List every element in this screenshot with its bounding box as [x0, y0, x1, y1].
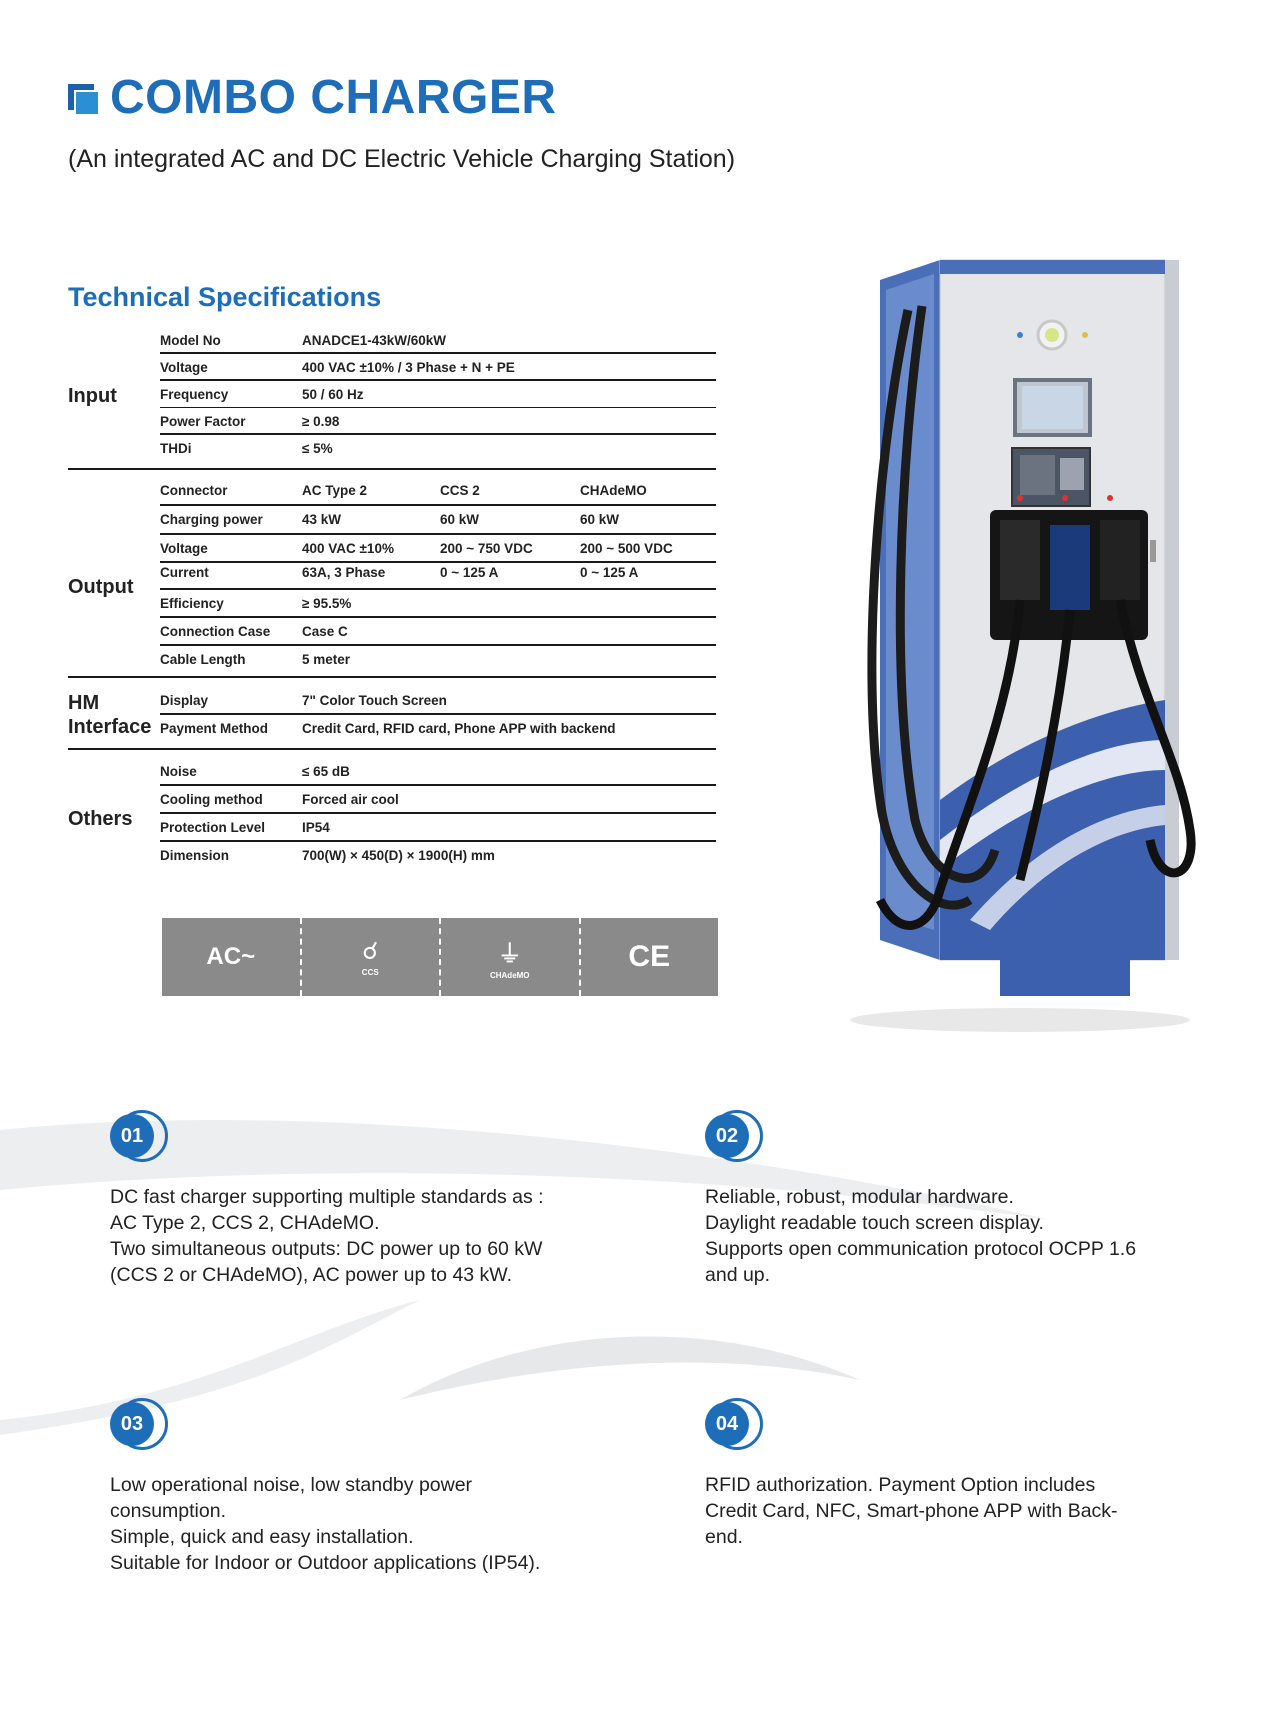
others-rows: [160, 758, 716, 870]
spec-key: Connector: [160, 483, 228, 498]
spec-value: 400 VAC ±10%: [302, 541, 394, 556]
feature-number: 01: [110, 1114, 154, 1158]
section-label-others: Others: [68, 808, 133, 830]
feature-number-badge: [705, 1398, 773, 1452]
feature-03: [110, 1398, 550, 1576]
spec-key: THDi: [160, 441, 192, 456]
spec-key: Payment Method: [160, 721, 269, 736]
chademo-icon: [441, 918, 581, 996]
spec-value: IP54: [302, 820, 330, 835]
section-label-input: Input: [68, 385, 117, 407]
section-divider: [68, 748, 716, 750]
spec-value: Forced air cool: [302, 792, 399, 807]
spec-value: 700(W) × 450(D) × 1900(H) mm: [302, 848, 495, 863]
spec-heading: Technical Specifications: [68, 282, 382, 312]
feature-number: 02: [705, 1114, 749, 1158]
spec-value: ≥ 0.98: [302, 414, 340, 429]
spec-key: Power Factor: [160, 414, 246, 429]
spec-row: [160, 715, 716, 745]
spec-value: 60 kW: [440, 512, 480, 527]
spec-row: [160, 477, 716, 506]
input-rows: [160, 327, 716, 462]
spec-value: 60 kW: [580, 512, 620, 527]
spec-key: Display: [160, 693, 209, 708]
feature-01: [110, 1110, 550, 1288]
spec-value: CCS 2: [440, 483, 480, 498]
feature-text: Low operational noise, low standby power consumption. Simple, quick and easy installation. Suitable for Indoor or Outdoor applications (IP54).: [110, 1474, 541, 1574]
spec-value: 50 / 60 Hz: [302, 387, 364, 402]
spec-value: ≤ 5%: [302, 441, 333, 456]
feature-text: RFID authorization. Payment Option includes Credit Card, NFC, Smart-phone APP with Back-end.: [705, 1474, 1118, 1548]
ccs-icon: [302, 918, 442, 996]
spec-row: [160, 786, 716, 814]
spec-row: [160, 408, 716, 435]
spec-row: [160, 506, 716, 535]
section-label-output: Output: [68, 576, 134, 598]
spec-key: Cooling method: [160, 792, 263, 807]
title-square-icon: [68, 82, 100, 114]
output-rows: [160, 477, 716, 674]
cert-label: ⏚: [497, 941, 522, 968]
spec-value: 63A, 3 Phase: [302, 565, 386, 580]
cert-label: AC~: [206, 943, 256, 970]
section-divider: [68, 468, 716, 470]
feature-04: [705, 1398, 1145, 1550]
spec-value: CHAdeMO: [580, 483, 647, 498]
feature-number-badge: [110, 1110, 178, 1164]
spec-key: Voltage: [160, 541, 208, 556]
spec-row: [160, 685, 716, 715]
spec-row: [160, 381, 716, 408]
spec-value: Case C: [302, 624, 348, 639]
spec-row: [160, 590, 716, 618]
spec-row: [160, 354, 716, 381]
feature-number-badge: [705, 1110, 773, 1164]
spec-value: 7" Color Touch Screen: [302, 693, 447, 708]
spec-key: Efficiency: [160, 596, 224, 611]
hmi-label-line1: HM: [68, 692, 100, 714]
spec-value: 43 kW: [302, 512, 342, 527]
feature-number: 04: [705, 1402, 749, 1446]
feature-number-badge: [110, 1398, 178, 1452]
spec-value: Credit Card, RFID card, Phone APP with backend: [302, 721, 616, 736]
spec-value: 0 ~ 125 A: [440, 565, 499, 580]
spec-row: [160, 327, 716, 354]
hmi-label-line2: Interface: [68, 716, 152, 738]
spec-key: Connection Case: [160, 624, 271, 639]
page-subtitle: (An integrated AC and DC Electric Vehicle Charging Station): [68, 145, 736, 173]
title-row: [68, 70, 557, 125]
spec-key: Voltage: [160, 360, 208, 375]
spec-value: ANADCE1-43kW/60kW: [302, 333, 447, 348]
spec-key: Cable Length: [160, 652, 246, 667]
spec-key: Charging power: [160, 512, 263, 527]
page-title: COMBO CHARGER: [110, 71, 557, 124]
spec-value: 0 ~ 125 A: [580, 565, 639, 580]
spec-key: Noise: [160, 764, 197, 779]
spec-value: ≤ 65 dB: [302, 764, 350, 779]
cert-label: ☌: [362, 938, 379, 965]
spec-key: Model No: [160, 333, 221, 348]
certification-strip: [162, 918, 718, 996]
section-divider: [68, 676, 716, 678]
spec-key: Dimension: [160, 848, 230, 863]
feature-02: [705, 1110, 1145, 1288]
spec-value: 200 ~ 500 VDC: [580, 541, 673, 556]
spec-value: 400 VAC ±10% / 3 Phase + N + PE: [302, 360, 515, 375]
spec-row: [160, 842, 716, 870]
spec-key: Current: [160, 565, 209, 580]
spec-key: Protection Level: [160, 820, 266, 835]
feature-text: DC fast charger supporting multiple standards as : AC Type 2, CCS 2, CHAdeMO. Two simultaneous outputs: DC power up to 60 kW (CCS 2 or CHAdeMO), AC power up to 43 kW.: [110, 1186, 544, 1286]
charger-product-image: [820, 240, 1240, 1040]
spec-row: [160, 535, 716, 563]
spec-row: [160, 618, 716, 646]
spec-row: [160, 814, 716, 842]
cert-sublabel: CHAdeMO: [489, 971, 530, 980]
hmi-rows: [160, 685, 716, 745]
spec-row: [160, 435, 716, 462]
spec-row: [160, 563, 716, 590]
cert-label: CE: [628, 940, 671, 973]
spec-value: 5 meter: [302, 652, 351, 667]
spec-row: [160, 646, 716, 674]
ac-icon: [162, 918, 302, 996]
feature-number: 03: [110, 1402, 154, 1446]
cert-sublabel: CCS: [361, 968, 379, 977]
feature-text: Reliable, robust, modular hardware. Daylight readable touch screen display. Supports open communication protocol OCPP 1.6 and up.: [705, 1186, 1137, 1286]
spec-key: Frequency: [160, 387, 229, 402]
ce-mark-icon: [581, 918, 719, 996]
spec-row: [160, 758, 716, 786]
spec-value: 200 ~ 750 VDC: [440, 541, 533, 556]
spec-value: ≥ 95.5%: [302, 596, 352, 611]
spec-value: AC Type 2: [302, 483, 368, 498]
section-label-hmi: [68, 691, 151, 739]
